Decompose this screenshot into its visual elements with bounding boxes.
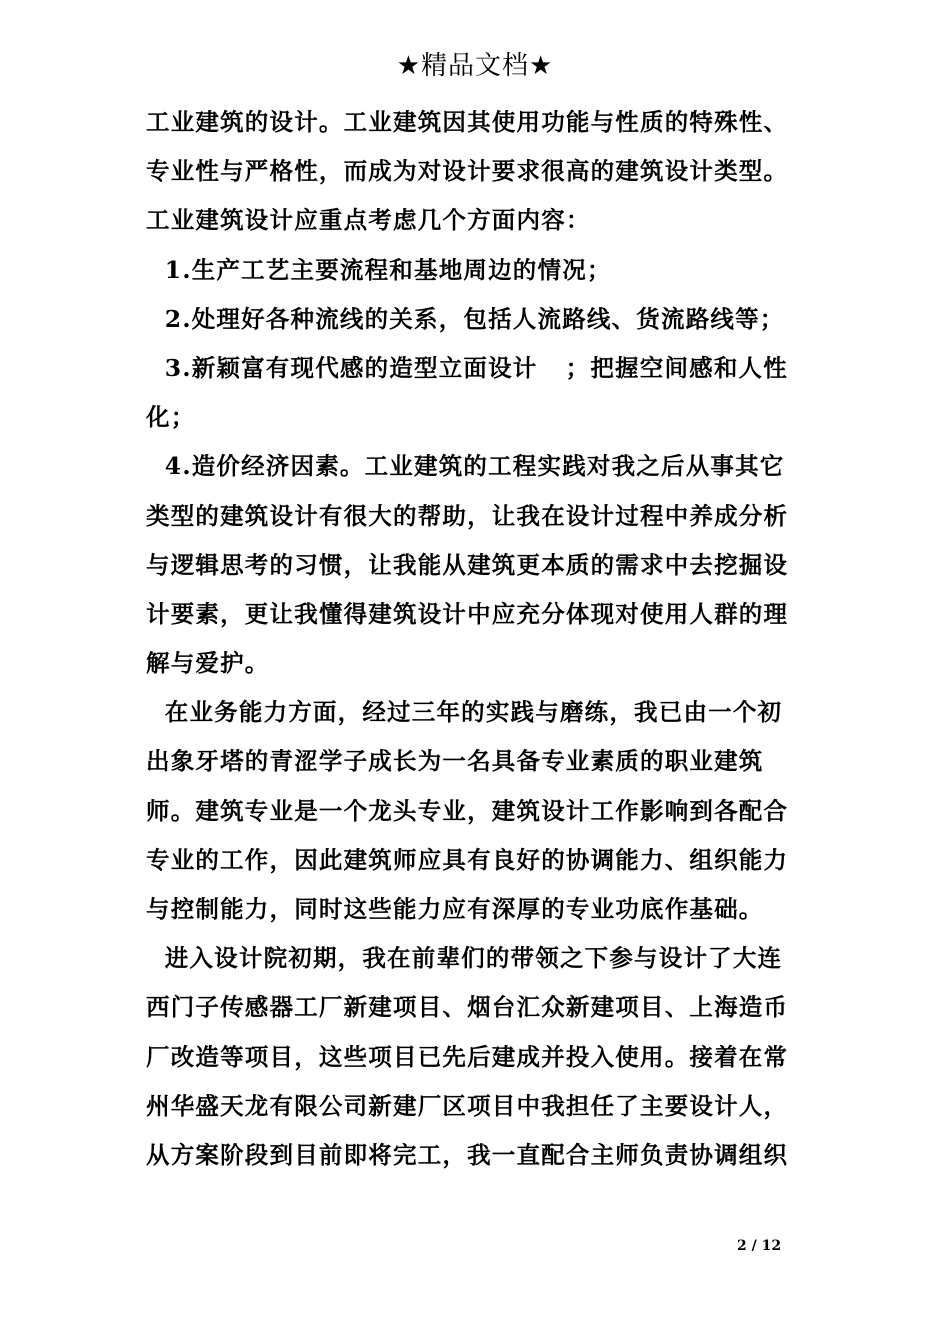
text-line: 类型的建筑设计有很大的帮助，让我在设计过程中养成分析 bbox=[146, 501, 789, 530]
text-line: 厂改造等项目，这些项目已先后建成并投入使用。接着在常 bbox=[146, 1042, 789, 1071]
text-line: 工业建筑设计应重点考虑几个方面内容： bbox=[146, 206, 591, 235]
text-line: 出象牙塔的青涩学子成长为一名具备专业素质的职业建筑 bbox=[146, 747, 764, 776]
text-line: 西门子传感器工厂新建项目、烟台汇众新建项目、上海造币 bbox=[146, 993, 789, 1022]
text-line: 化； bbox=[146, 403, 196, 432]
list-item-4: 4.造价经济因素。工业建筑的工程实践对我之后从事其它 bbox=[146, 452, 785, 481]
text-line: 师。建筑专业是一个龙头专业，建筑设计工作影响到各配合 bbox=[146, 796, 789, 825]
text-line: 专业性与严格性，而成为对设计要求很高的建筑设计类型。 bbox=[146, 157, 789, 186]
list-item-1: 1.生产工艺主要流程和基地周边的情况； bbox=[146, 255, 612, 284]
text-line: 与逻辑思考的习惯，让我能从建筑更本质的需求中去挖掘设 bbox=[146, 550, 789, 579]
paragraph-start: 在业务能力方面，经过三年的实践与磨练，我已由一个初 bbox=[146, 698, 783, 727]
text-line: 计要素，更让我懂得建筑设计中应充分体现对使用人群的理 bbox=[146, 599, 789, 628]
text-line: 工业建筑的设计。工业建筑因其使用功能与性质的特殊性、 bbox=[146, 108, 789, 136]
page-header-title: ★精品文档★ bbox=[396, 51, 554, 81]
list-item-2: 2.处理好各种流线的关系，包括人流路线、货流路线等； bbox=[146, 304, 785, 333]
document-body bbox=[146, 98, 811, 1180]
list-item-3: 3.新颖富有现代感的造型立面设计 ；把握空间感和人性 bbox=[146, 353, 788, 382]
paragraph-start: 进入设计院初期，我在前辈们的带领之下参与设计了大连 bbox=[146, 944, 783, 973]
page-number: 2 / 12 bbox=[737, 1238, 782, 1254]
text-line: 解与爱护。 bbox=[146, 649, 270, 678]
text-line: 专业的工作，因此建筑师应具有良好的协调能力、组织能力 bbox=[146, 845, 789, 874]
text-line: 与控制能力，同时这些能力应有深厚的专业功底作基础。 bbox=[146, 895, 764, 923]
text-line: 从方案阶段到目前即将完工，我一直配合主师负责协调组织 bbox=[146, 1140, 789, 1169]
text-line: 州华盛天龙有限公司新建厂区项目中我担任了主要设计人， bbox=[146, 1091, 789, 1120]
